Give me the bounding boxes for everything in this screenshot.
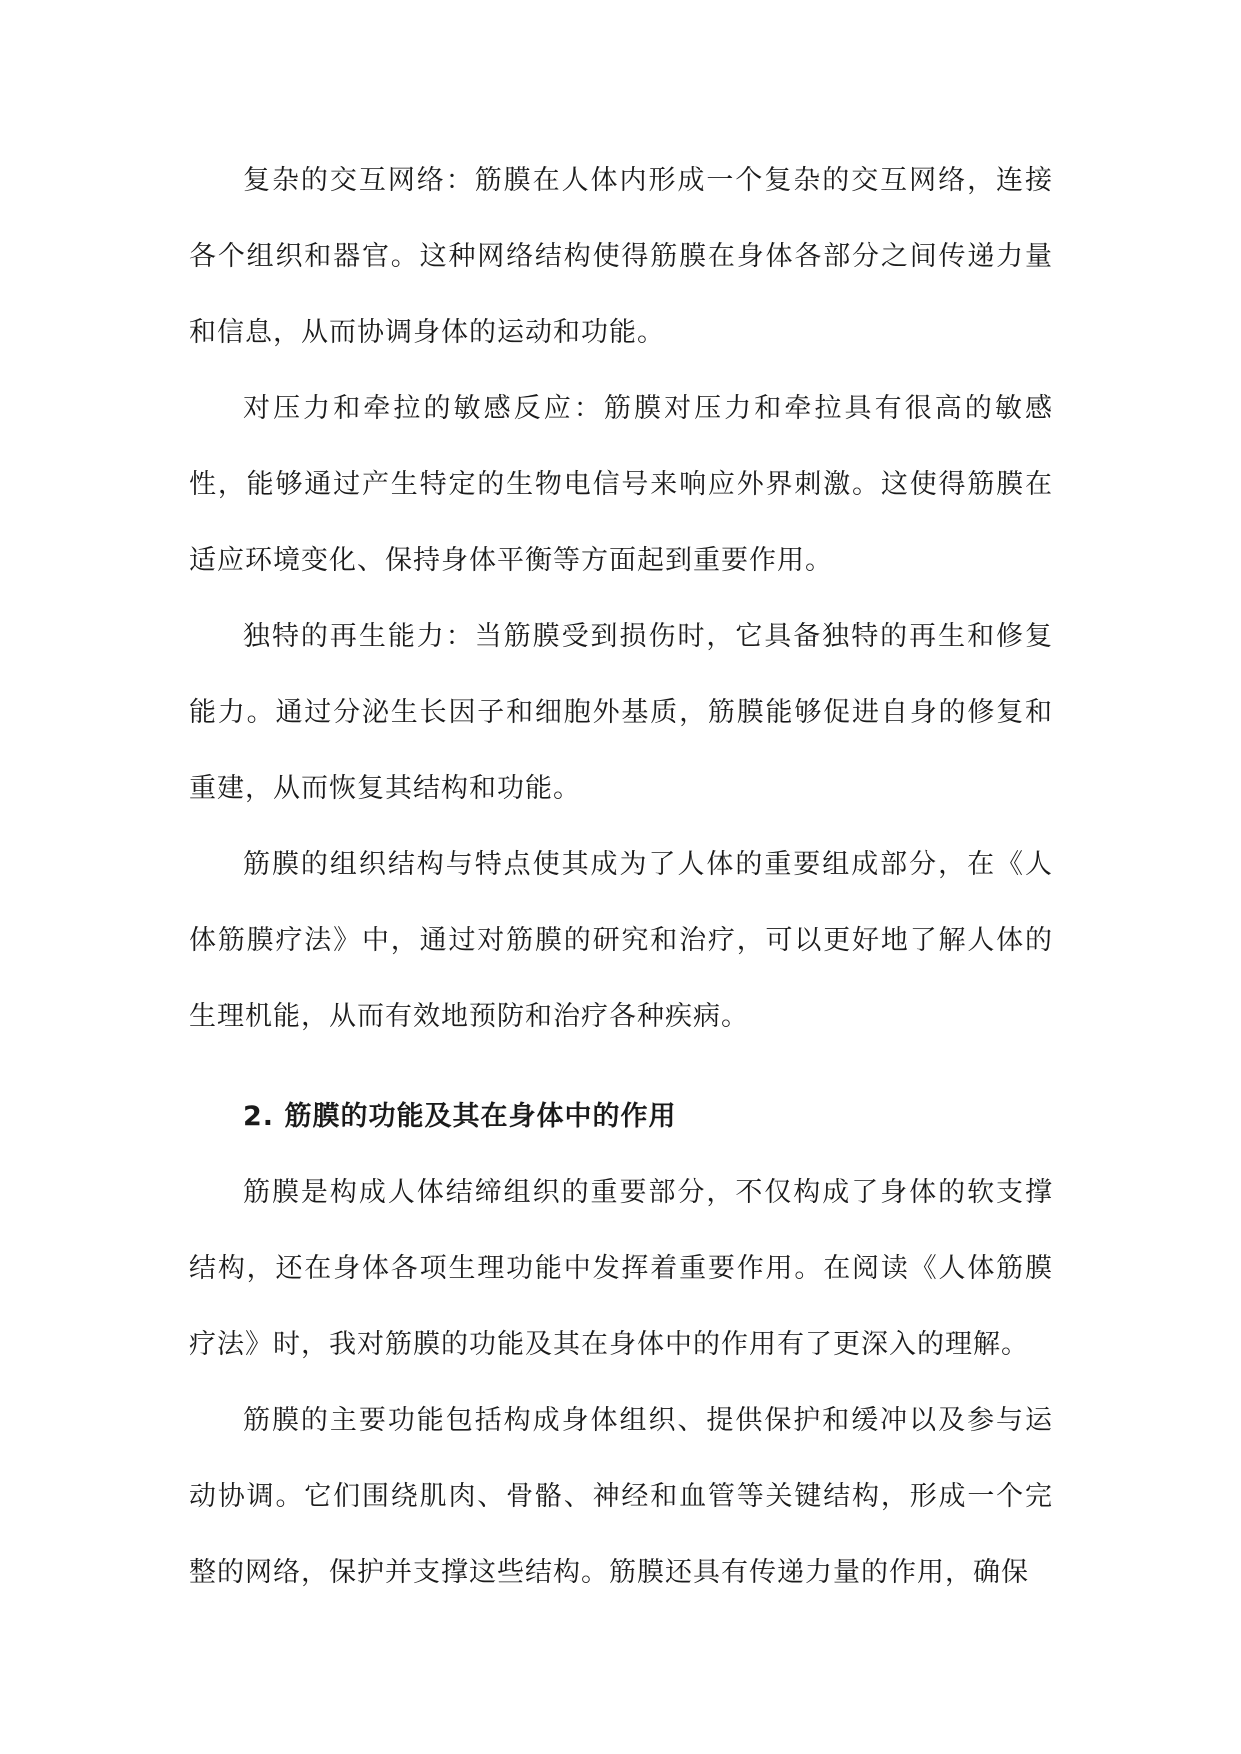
paragraph-pressure-sensitivity: 对压力和牵拉的敏感反应：筋膜对压力和牵拉具有很高的敏感性，能够通过产生特定的生物电信号来响应外界刺激。这使得筋膜在适应环境变化、保持身体平衡等方面起到重要作用。 [189, 393, 1053, 576]
paragraph-structure-summary: 筋膜的组织结构与特点使其成为了人体的重要组成部分，在《人体筋膜疗法》中，通过对筋膜的研究和治疗，可以更好地了解人体的生理机能，从而有效地预防和治疗各种疾病。 [189, 849, 1053, 1032]
paragraph-fascia-functions: 筋膜的主要功能包括构成身体组织、提供保护和缓冲以及参与运动协调。它们围绕肌肉、骨骼、神经和血管等关键结构，形成一个完整的网络，保护并支撑这些结构。筋膜还具有传递力量的作用，确保 [189, 1405, 1053, 1588]
document-body [189, 143, 1053, 1611]
paragraph-regeneration: 独特的再生能力：当筋膜受到损伤时，它具备独特的再生和修复能力。通过分泌生长因子和细胞外基质，筋膜能够促进自身的修复和重建，从而恢复其结构和功能。 [189, 621, 1053, 804]
section-heading: 2. 筋膜的功能及其在身体中的作用 [243, 1101, 677, 1132]
paragraph-interaction-network: 复杂的交互网络：筋膜在人体内形成一个复杂的交互网络，连接各个组织和器官。这种网络结构使得筋膜在身体各部分之间传递力量和信息，从而协调身体的运动和功能。 [189, 165, 1053, 348]
paragraph-fascia-role: 筋膜是构成人体结缔组织的重要部分，不仅构成了身体的软支撑结构，还在身体各项生理功能中发挥着重要作用。在阅读《人体筋膜疗法》时，我对筋膜的功能及其在身体中的作用有了更深入的理解。 [189, 1177, 1053, 1360]
